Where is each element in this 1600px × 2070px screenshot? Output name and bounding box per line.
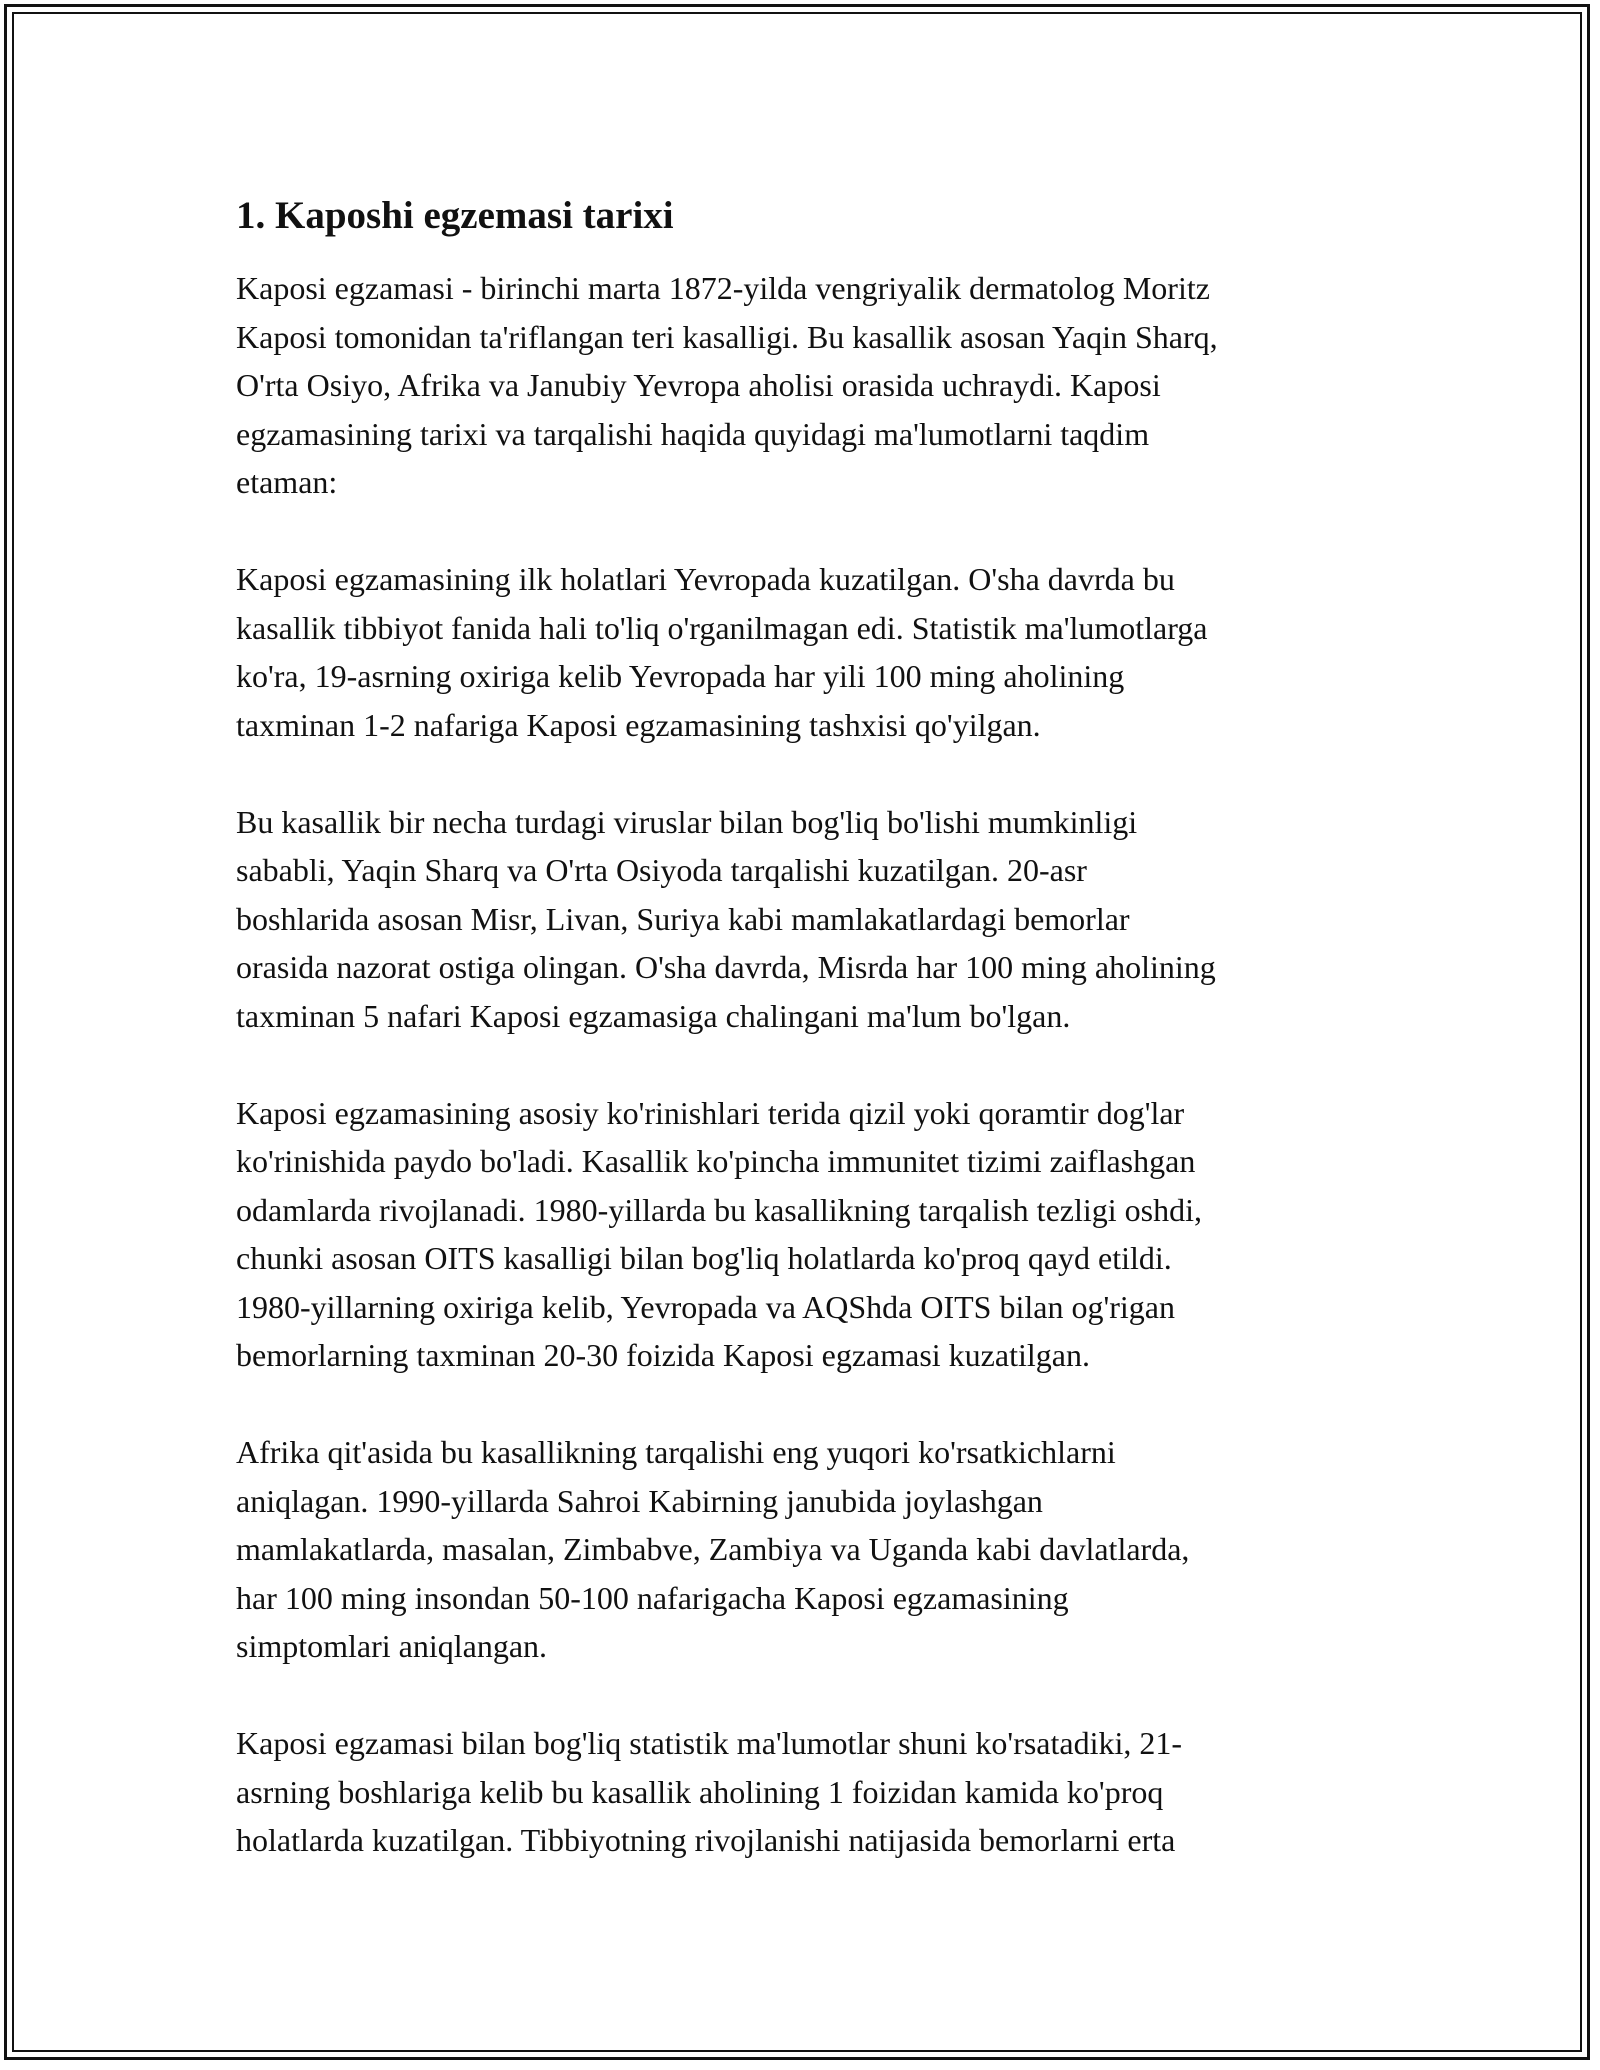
section-heading: 1. Kaposhi egzemasi tarixi xyxy=(236,194,674,237)
document-body xyxy=(236,190,1386,1913)
paragraph-statistics: Kaposi egzamasi bilan bog'liq statistik ma'lumotlar shuni ko'rsatadiki, 21- asrning boshlariga kelib bu kasallik aholining 1 foizidan kamida ko'proq holatlarda kuzatilgan. Tibbiyotning rivojlanishi natijasida bemorlarni erta xyxy=(236,1725,1183,1858)
paragraph-symptoms: Kaposi egzamasining asosiy ko'rinishlari terida qizil yoki qoramtir dog'lar ko'rinishida paydo bo'ladi. Kasallik ko'pincha immunitet tizimi zaiflashgan odamlarda rivojlanadi. 1980-yillarda bu kasallikning tarqalish tezligi oshdi, chunki asosan OITS kasalligi bilan bog'liq holatlarda ko'proq qayd etildi. 1980-yillarning oxiriga kelib, Yevropada va AQShda OITS bilan og'rigan bemorlarning taxminan 20-30 foizida Kaposi egzamasi kuzatilgan. xyxy=(236,1094,1202,1373)
paragraph-middle-east: Bu kasallik bir necha turdagi viruslar bilan bog'liq bo'lishi mumkinligi sababli, Yaqin Sharq va O'rta Osiyoda tarqalishi kuzatilgan. 20-asr boshlarida asosan Misr, Livan, Suriya kabi mamlakatlardagi bemorlar orasida nazorat ostiga olingan. O'sha davrda, Misrda har 100 ming aholining taxminan 5 nafari Kaposi egzamasiga chalingani ma'lum bo'lgan. xyxy=(236,803,1216,1034)
paragraph-intro: Kaposi egzamasi - birinchi marta 1872-yilda vengriyalik dermatolog Moritz Kaposi tomonidan ta'riflangan teri kasalligi. Bu kasallik asosan Yaqin Sharq, O'rta Osiyo, Afrika va Janubiy Yevropa aholisi orasida uchraydi. Kaposi egzamasining tarixi va tarqalishi haqida quyidagi ma'lumotlarni taqdim etaman: xyxy=(236,270,1218,500)
paragraph-africa: Afrika qit'asida bu kasallikning tarqalishi eng yuqori ko'rsatkichlarni aniqlagan. 1990-yillarda Sahroi Kabirning janubida joylashgan mamlakatlarda, masalan, Zimbabve, Zambiya va Uganda kabi davlatlarda, har 100 ming insondan 50-100 nafarigacha Kaposi egzamasining simptomlari aniqlangan. xyxy=(236,1434,1190,1664)
paragraph-europe: Kaposi egzamasining ilk holatlari Yevropada kuzatilgan. O'sha davrda bu kasallik tibbiyot fanida hali to'liq o'rganilmagan edi. Statistik ma'lumotlarga ko'ra, 19-asrning oxiriga kelib Yevropada har yili 100 ming aholining taxminan 1-2 nafariga Kaposi egzamasining tashxisi qo'yilgan. xyxy=(236,561,1208,743)
